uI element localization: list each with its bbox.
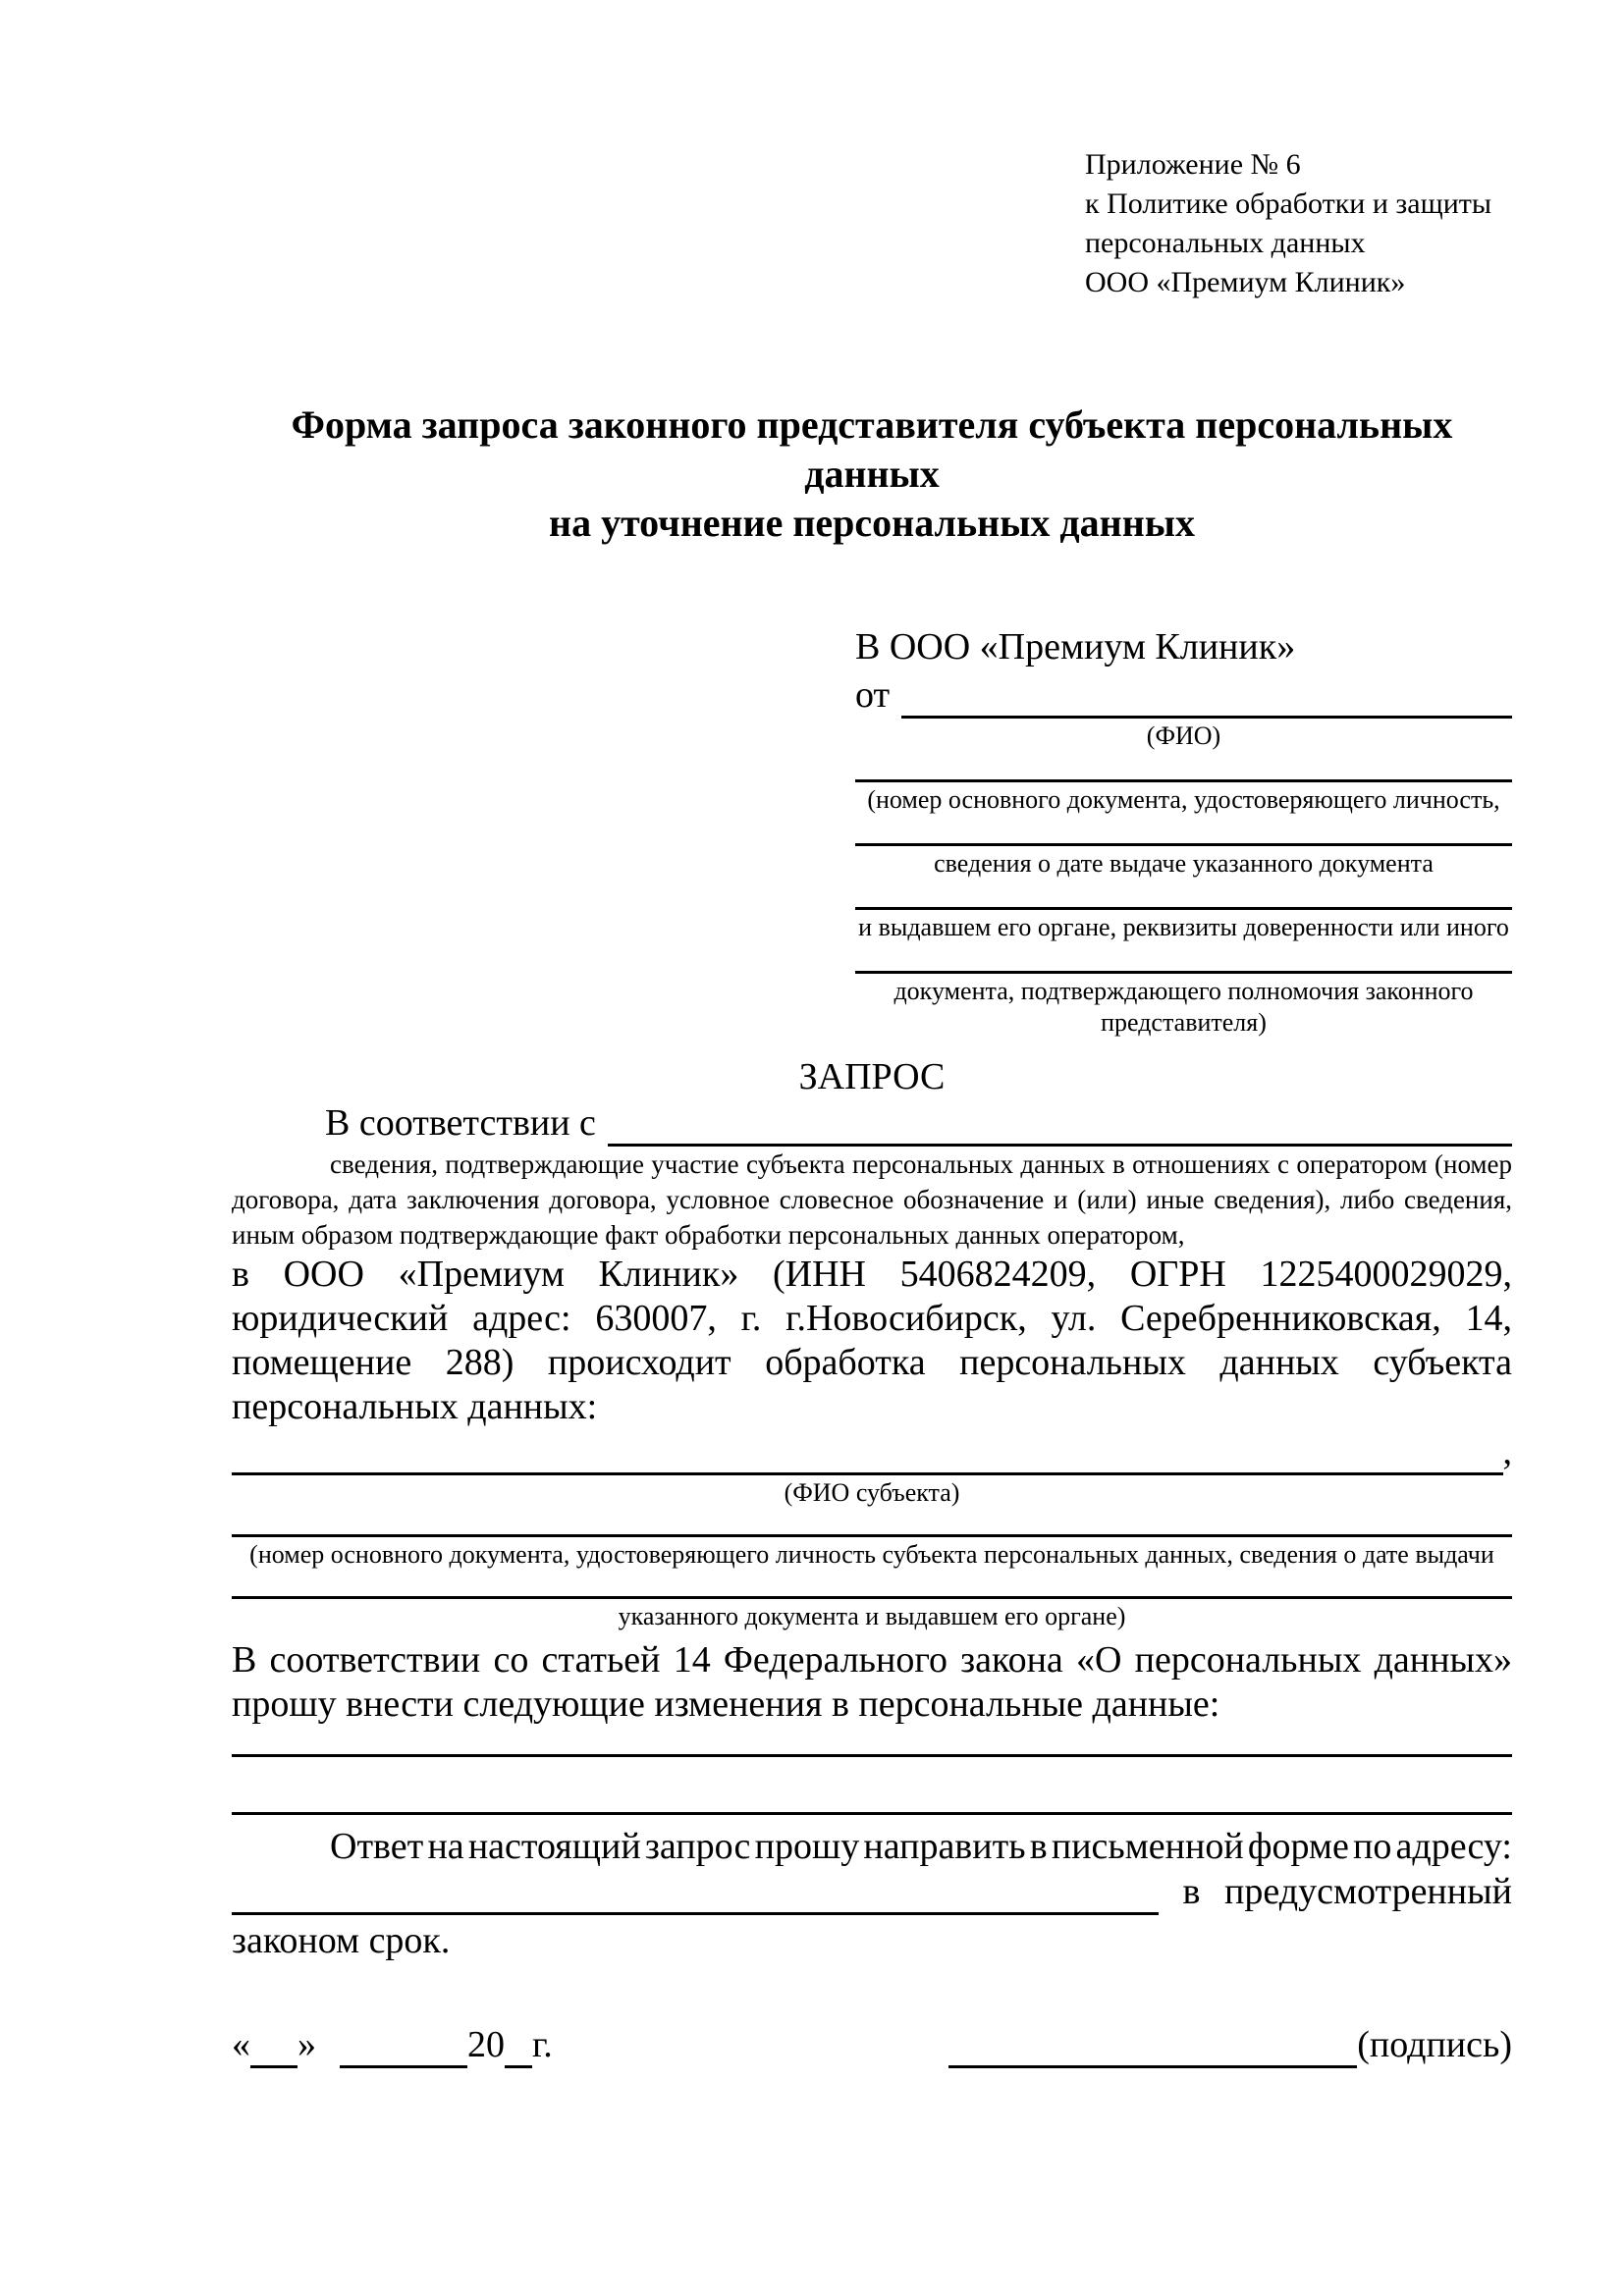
date-day-fill-line [250, 2027, 298, 2068]
from-fill-line [901, 677, 1512, 719]
subject-fio-fill-line [232, 1434, 1503, 1475]
date-close-quote: » [298, 2024, 316, 2065]
appendix-header-line: ООО «Премиум Клиник» [1085, 266, 1406, 298]
date-year-fill-line [505, 2027, 532, 2068]
request-heading: ЗАПРОС [798, 1056, 946, 1097]
signature-caption: (подпись) [1357, 2024, 1512, 2065]
subject-fio-caption: (ФИО субъекта) [784, 1478, 960, 1507]
answer-end: законом срок. [232, 1920, 451, 1961]
representative-doc-fill-line [855, 907, 1512, 910]
subject-doc-caption-2: указанного документа и выдавшем его органе) [618, 1602, 1126, 1630]
changes-fill-line [232, 1754, 1512, 1757]
appendix-header-line: персональных данных [1085, 227, 1366, 259]
subject-fio-row [232, 1429, 1512, 1475]
footer-row [232, 2022, 1512, 2068]
date-group [232, 2022, 553, 2068]
answer-tail-word: предусмотренный [1224, 1871, 1512, 1912]
subject-doc-fill-line [232, 1534, 1512, 1537]
operator-paragraph: в ООО «Премиум Клиник» (ИНН 5406824209, ОГРН 1225400029029, юридический адрес: 630007, г. г.Новосибирск, ул. Серебренниковская, 14, помещение 288) происходит обработка персональных данных субъекта персональных данных: [232, 1254, 1512, 1427]
changes-fill-line [232, 1812, 1512, 1815]
addressee-organization: В ООО «Премиум Клиник» [855, 626, 1296, 667]
appendix-header [1085, 145, 1512, 302]
signature-fill-line [948, 2027, 1357, 2068]
law-paragraph: В соответствии со статьей 14 Федерального закона «О персональных данных» прошу внести следующие изменения в персональные данные: [232, 1639, 1512, 1725]
addressee-block [855, 624, 1512, 1039]
answer-address-row [232, 1869, 1512, 1915]
date-open-quote: « [232, 2024, 250, 2065]
representative-doc-fill-line [855, 843, 1512, 846]
signature-group [948, 2022, 1512, 2068]
subject-fio-comma: , [1502, 1431, 1512, 1472]
representative-doc-fill-line [855, 779, 1512, 782]
subject-doc-caption-1: (номер основного документа, удостоверяющего личность субъекта персональных данных, сведения о дате выдачи [249, 1540, 1494, 1569]
document-title [232, 400, 1512, 548]
fine-print-note: сведения, подтверждающие участие субъекта персональных данных в отношениях с оператором (номер договора, дата заключения договора, условное словесное обозначение и (или) иные сведения), либо сведения, иным образом подтверждающие факт обработки персональных данных оператором, [232, 1149, 1512, 1250]
appendix-header-line: Приложение № 6 [1085, 148, 1301, 181]
representative-doc-fill-line [855, 971, 1512, 974]
accordance-fill-line [608, 1105, 1512, 1147]
subject-doc-fill-line [232, 1596, 1512, 1599]
from-row [855, 672, 1512, 719]
date-year-suffix: г. [532, 2024, 553, 2065]
document-title-line-2: на уточнение персональных данных [549, 501, 1195, 545]
date-year-prefix: 20 [467, 2024, 505, 2065]
representative-doc-caption-2: сведения о дате выдаче указанного документа [934, 849, 1434, 878]
date-month-fill-line [340, 2027, 467, 2068]
answer-sentence: Ответ на настоящий запрос прошу направить в письменной форме по адресу: [330, 1826, 1512, 1867]
document-title-line-1: Форма запроса законного представителя субъекта персональных данных [291, 402, 1453, 496]
address-fill-line [232, 1874, 1159, 1915]
fio-caption: (ФИО) [1146, 721, 1221, 750]
answer-tail-preposition: в [1182, 1871, 1201, 1912]
appendix-header-line: к Политике обработки и защиты [1085, 187, 1492, 220]
representative-doc-caption-4: документа, подтверждающего полномочия законного представителя) [893, 977, 1474, 1037]
accordance-label: В соответствии с [325, 1102, 596, 1144]
from-label: от [855, 674, 891, 716]
accordance-row [232, 1100, 1512, 1147]
representative-doc-caption-3: и выдавшем его органе, реквизиты доверенности или иного [858, 913, 1509, 941]
representative-doc-caption-1: (номер основного документа, удостоверяющего личность, [867, 785, 1500, 814]
